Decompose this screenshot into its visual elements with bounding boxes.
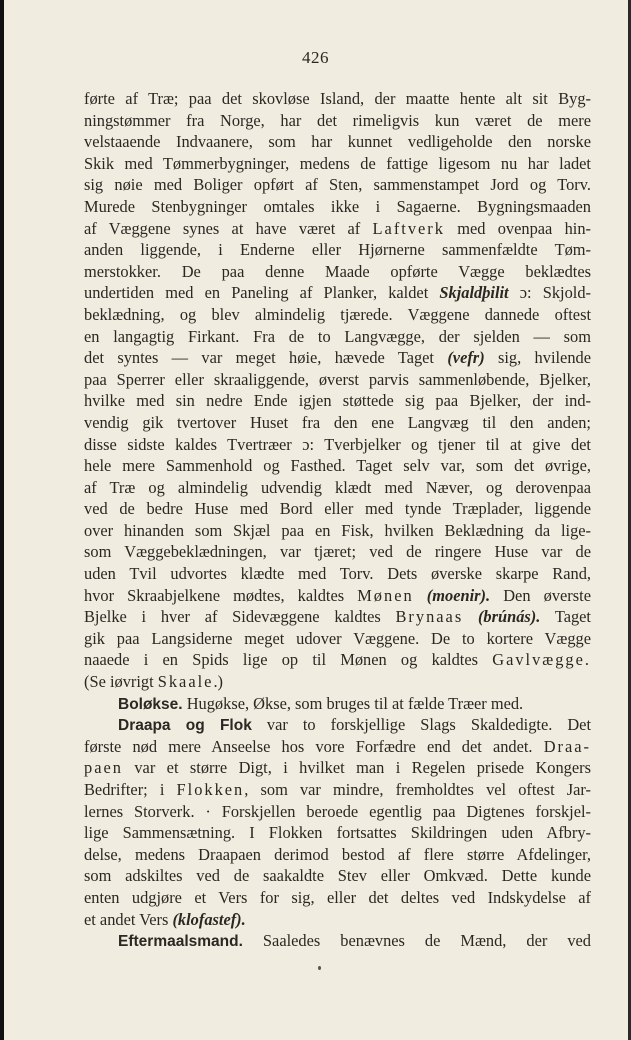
italic-term: (vefr) — [447, 348, 485, 368]
italic-term: (moenir). — [426, 585, 491, 605]
print-speck — [318, 966, 321, 970]
entry-eftermaalsmand — [84, 930, 591, 952]
text-run: Taget — [540, 607, 591, 627]
text-run: var et større Digt, i hvilket man i Regelen prisede Kongers — [122, 758, 591, 778]
text-line — [84, 865, 591, 887]
text-line — [84, 671, 591, 693]
text-run: (Se iøvrigt — [84, 672, 158, 692]
text-run: lige Sammensætning. I Flokken fortsattes Skildringen uden Afbry- — [84, 823, 591, 843]
entry-draapa-og-flok — [84, 714, 591, 736]
text-line — [84, 585, 591, 607]
text-line — [84, 434, 591, 456]
text-run — [463, 607, 478, 626]
text-line — [84, 649, 591, 671]
spaced-term: Gavlvægge. — [492, 650, 591, 670]
text-run — [414, 586, 427, 605]
spaced-term: Draa- — [543, 736, 591, 756]
text-line — [84, 88, 591, 110]
entry-bolokse — [84, 693, 591, 715]
text-run: Murede Stenbygninger omtales ikke i Sagaerne. Bygningsmaaden — [84, 196, 591, 216]
text-run: hele mere Sammenhold og Fasthed. Taget selv var, som det øvrige, — [84, 456, 591, 476]
text-run: ɔ: Skjold- — [508, 283, 591, 303]
text-line — [84, 131, 591, 153]
text-run: velstaaende Indvaanere, som har kunnet vedligeholde den norske — [84, 132, 591, 152]
text-run: .) — [213, 672, 224, 692]
text-run: sig, hvilende — [484, 348, 591, 368]
text-run: merstokker. De paa denne Maade opførte Vægge beklædtes — [84, 261, 591, 281]
text-line — [84, 110, 591, 132]
text-line — [84, 239, 591, 261]
text-run: Saaledes benævnes de Mænd, der ved — [242, 931, 591, 951]
text-run: anden liggende, i Enderne eller Hjørnerne sammenfældte Tøm- — [84, 240, 591, 260]
text-line — [84, 477, 591, 499]
text-run: af Træ og almindelig udvendig klædt med Næver, og derovenpaa — [84, 477, 591, 497]
text-line — [84, 801, 591, 823]
italic-term: (brúnás). — [477, 607, 541, 627]
text-run: hvor Skraabjelkene mødtes, kaldtes — [84, 585, 358, 605]
text-run: beklædning, og blev almindelig tjærede. Væggene dannede oftest — [84, 304, 591, 324]
page-number: 426 — [302, 48, 329, 67]
text-line — [84, 282, 591, 304]
entry-headword: Boløkse. — [118, 695, 183, 713]
text-line — [84, 304, 591, 326]
text-line — [84, 498, 591, 520]
text-line — [84, 455, 591, 477]
text-line — [84, 153, 591, 175]
text-line — [84, 390, 591, 412]
text-run: hvilke med sin nedre Ende igjen støttede sig paa Bjelker, der ind- — [84, 391, 591, 411]
text-run: sig nøie med Boliger opført af Sten, sammenstampet Jord og Torv. — [84, 175, 591, 195]
text-run: førte af Træ; paa det skovløse Island, der maatte hente alt sit Byg- — [84, 89, 591, 108]
scan-edge-left — [0, 0, 4, 1040]
text-run: over hinanden som Skjæl paa en Fisk, hvilken Beklædning da lige- — [84, 520, 591, 540]
text-run: en langagtig Firkant. Fra de to Langvægge, der sjelden — som — [84, 326, 591, 346]
text-run: første nød mere Anseelse hos vore Forfædre end det andet. — [84, 736, 544, 756]
text-run: med ovenpaa hin- — [444, 218, 591, 238]
text-line — [84, 520, 591, 542]
text-run: uden Tvil udvortes klædte med Torv. Dets øverske skarpe Rand, — [84, 564, 591, 584]
entry-headword: Draapa og Flok — [118, 717, 252, 735]
text-run: naaede i en Spids lige op til Mønen og kaldtes — [84, 650, 493, 670]
text-run: gik paa Langsiderne meget udover Væggene. De to kortere Vægge — [84, 628, 591, 648]
text-run: var to forskjellige Slags Skaldedigte. Det — [251, 715, 592, 735]
text-run: Hugøkse, Økse, som bruges til at fælde Træer med. — [182, 693, 524, 713]
text-line — [84, 736, 591, 758]
text-line — [84, 887, 591, 909]
text-run: ved de bedre Huse med Bord eller med tynde Træplader, liggende — [84, 499, 591, 519]
body-text — [84, 88, 591, 952]
text-line — [84, 844, 591, 866]
text-line — [84, 412, 591, 434]
text-run: ningstømmer fra Norge, har det rimeligvis kun været de mere — [84, 110, 591, 130]
spaced-term: paen — [84, 758, 123, 778]
text-run: som Væggebeklædningen, var tjæret; ved de ringere Huse var de — [84, 542, 591, 562]
text-line — [84, 218, 591, 240]
text-run: det syntes — var meget høie, hævede Taget — [84, 348, 448, 368]
text-line — [84, 347, 591, 369]
text-run: enten udgjøre et Vers for sig, eller det deltes ved Indskydelse af — [84, 887, 591, 907]
text-line — [84, 757, 591, 779]
text-run: undertiden med en Paneling af Planker, kaldet — [84, 283, 440, 303]
spaced-term: Flokken — [176, 780, 245, 799]
text-run: vendig gik tvertover Huset fra den ene Langvæg til den anden; — [84, 412, 591, 432]
spaced-term: Skaale — [157, 672, 214, 692]
text-line — [84, 606, 591, 628]
text-run: Bjelke i hver af Sidevæggene kaldtes — [84, 607, 396, 627]
text-line — [84, 261, 591, 283]
text-run: lernes Storverk. · Forskjellen beroede egentlig paa Digtenes forskjel- — [84, 801, 591, 821]
text-run: Skik med Tømmerbygninger, medens de fattige ligesom nu har ladet — [84, 153, 591, 173]
text-run: Den øverste — [490, 585, 591, 605]
text-run: som adskiltes ved de saakaldte Stev eller Omkvæd. Dette kunde — [84, 866, 591, 886]
spaced-term: Brynaas — [395, 607, 464, 627]
text-line — [84, 779, 591, 801]
text-run: af Væggene synes at have været af — [84, 218, 373, 238]
text-run: disse sidste kaldes Tvertræer ɔ: Tverbjelker og tjener til at give det — [84, 434, 591, 454]
text-run: paa Sperrer eller skraaliggende, øverst parvis sammenløbende, Bjelker, — [84, 369, 591, 389]
text-run: et andet Vers — [84, 909, 173, 929]
text-line — [84, 326, 591, 348]
italic-term: (klofastef). — [172, 909, 246, 929]
italic-term: Skjaldþilit — [439, 283, 509, 303]
text-line — [84, 909, 591, 931]
spaced-term: Laftverk — [372, 218, 445, 238]
text-line — [84, 628, 591, 650]
text-line — [84, 541, 591, 563]
text-run: Bedrifter; i — [84, 780, 177, 799]
text-run: delse, medens Draapaen derimod bestod af flere større Afdelinger, — [84, 844, 591, 864]
text-run: , som var mindre, fremholdtes vel oftest Jar- — [244, 780, 591, 799]
text-line — [84, 196, 591, 218]
text-line — [84, 369, 591, 391]
text-line — [84, 563, 591, 585]
text-line — [84, 174, 591, 196]
spaced-term: Mønen — [357, 585, 414, 605]
text-line — [84, 822, 591, 844]
entry-headword: Eftermaalsmand. — [118, 933, 243, 951]
